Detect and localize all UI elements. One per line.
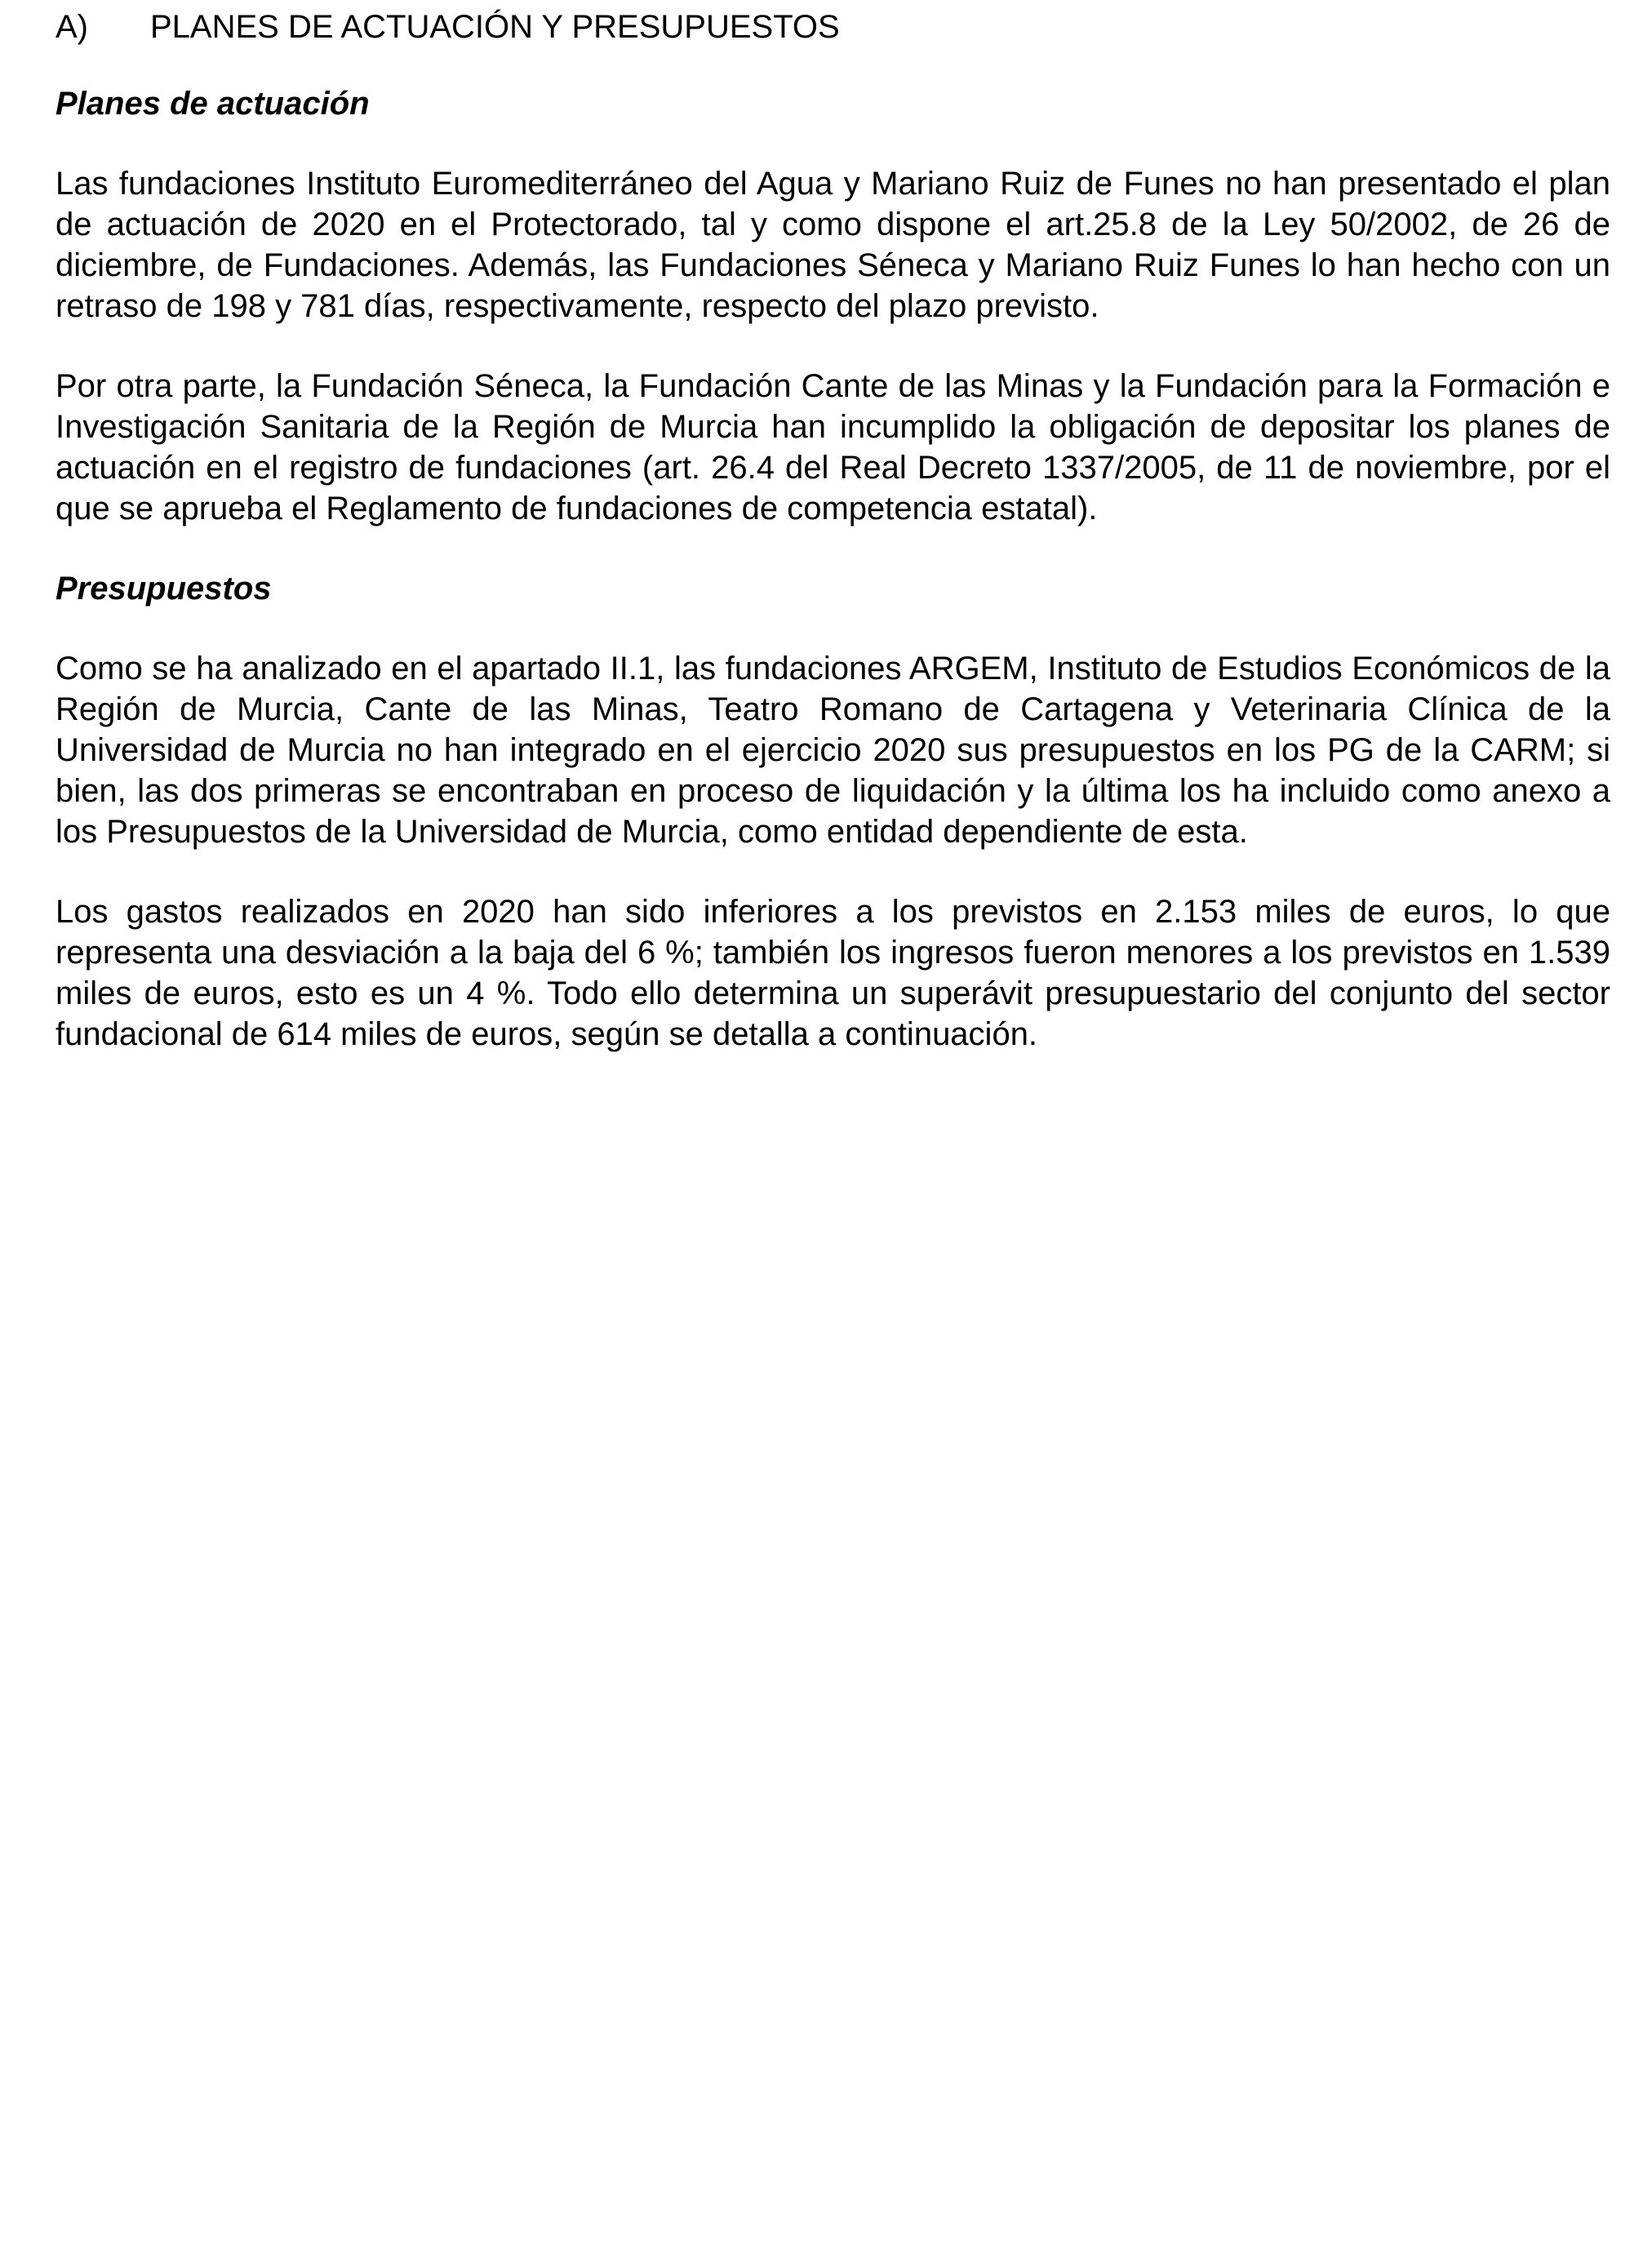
section-heading [56, 7, 1610, 47]
section-title: PLANES DE ACTUACIÓN Y PRESUPUESTOS [150, 9, 840, 45]
planes-paragraph-1: Las fundaciones Instituto Euromediterráneo del Agua y Mariano Ruiz de Funes no han presentado el plan de actuación de 2020 en el Protectorado, tal y como dispone el art.25.8 de la Ley 50/2002, de 26 de diciembre, de Fundaciones. Además, las Fundaciones Séneca y Mariano Ruiz Funes lo han hecho con un retraso de 198 y 781 días, respectivamente, respecto del plazo previsto. [56, 166, 1610, 324]
presupuestos-paragraph-2: Los gastos realizados en 2020 han sido inferiores a los previstos en 2.153 miles de euros, lo que representa una desviación a la baja del 6 %; también los ingresos fueron menores a los previstos en 1.539 miles de euros, esto es un 4 %. Todo ello determina un superávit presupuestario del conjunto del sector fundacional de 614 miles de euros, según se detalla a continuación. [56, 894, 1610, 1052]
presupuestos-heading: Presupuestos [56, 571, 272, 606]
document-page [56, 0, 1610, 1094]
planes-heading: Planes de actuación [56, 86, 370, 122]
planes-paragraph-2: Por otra parte, la Fundación Séneca, la Fundación Cante de las Minas y la Fundación para la Formación e Investigación Sanitaria de la Región de Murcia han incumplido la obligación de depositar los planes de actuación en el registro de fundaciones (art. 26.4 del Real Decreto 1337/2005, de 11 de noviembre, por el que se aprueba el Reglamento de fundaciones de competencia estatal). [56, 368, 1610, 527]
section-letter: A) [56, 9, 88, 45]
presupuestos-paragraph-1: Como se ha analizado en el apartado II.1, las fundaciones ARGEM, Instituto de Estudios Económicos de la Región de Murcia, Cante de las Minas, Teatro Romano de Cartagena y Veterinaria Clínica de la Universidad de Murcia no han integrado en el ejercicio 2020 sus presupuestos en los PG de la CARM; si bien, las dos primeras se encontraban en proceso de liquidación y la última los ha incluido como anexo a los Presupuestos de la Universidad de Murcia, como entidad dependiente de esta. [56, 651, 1610, 850]
